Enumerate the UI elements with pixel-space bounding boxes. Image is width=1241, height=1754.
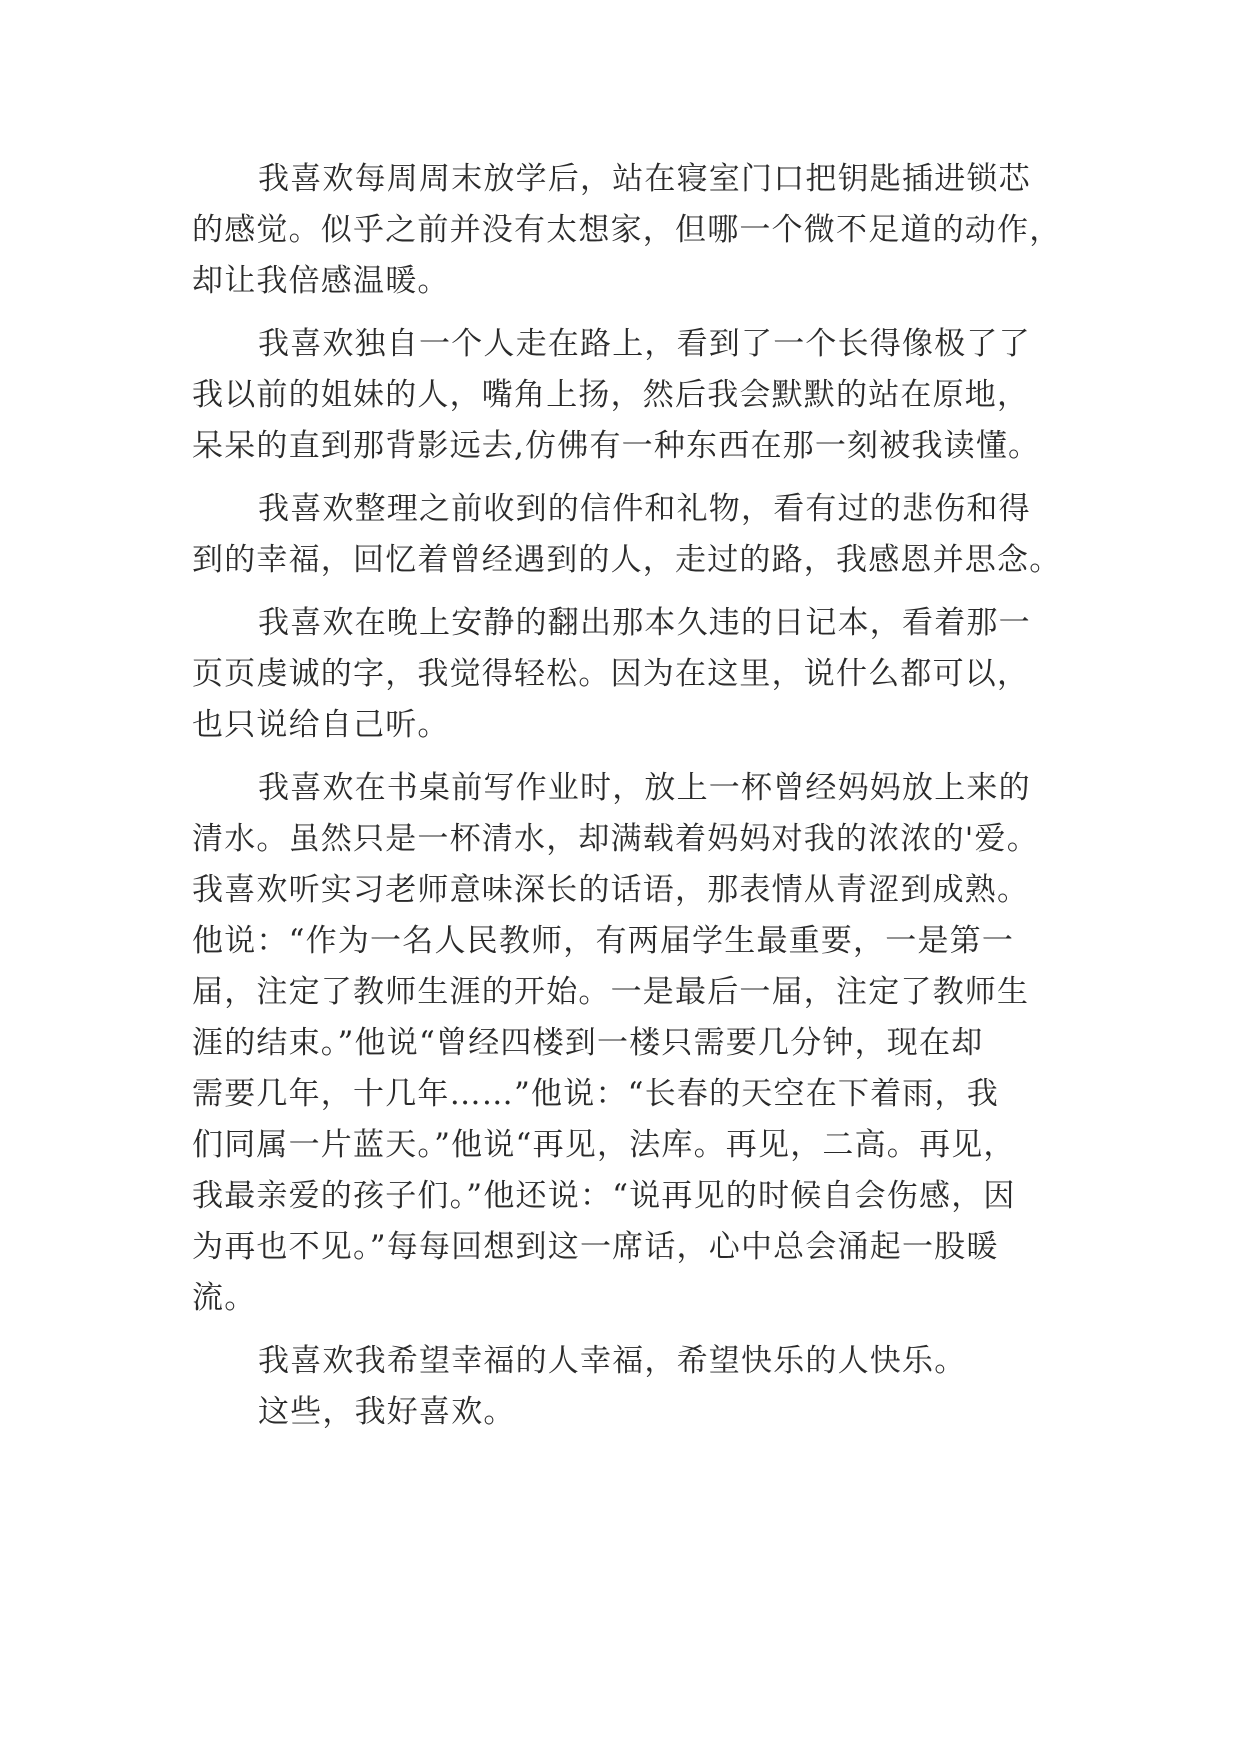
essay-body [192, 154, 1062, 1438]
text-line: 需要几年，十几年……”他说：“长春的天空在下着雨，我 [192, 1076, 999, 1112]
text-line: 我喜欢每周周末放学后，站在寝室门口把钥匙插进锁芯 [258, 161, 1031, 197]
text-line: 我喜欢我希望幸福的人幸福，希望快乐的人快乐。 [258, 1343, 967, 1379]
text-line: 我喜欢独自一个人走在路上，看到了一个长得像极了了 [258, 326, 1031, 362]
text-line: 到的幸福，回忆着曾经遇到的人，走过的路，我感恩并思念。 [192, 542, 1062, 578]
text-line: 我喜欢在书桌前写作业时，放上一杯曾经妈妈放上来的 [258, 770, 1031, 806]
text-line: 的感觉。似乎之前并没有太想家，但哪一个微不足道的动作， [192, 212, 1062, 248]
text-line: 涯的结束。”他说“曾经四楼到一楼只需要几分钟，现在却 [192, 1025, 984, 1061]
text-line: 我最亲爱的孩子们。”他还说：“说再见的时候自会伤感，因 [192, 1178, 1016, 1214]
text-line: 我喜欢在晚上安静的翻出那本久违的日记本，看着那一 [258, 605, 1031, 641]
text-line: 们同属一片蓝天。”他说“再见，法库。再见，二高。再见， [192, 1127, 1016, 1163]
text-line: 他说：“作为一名人民教师，有两届学生最重要，一是第一 [192, 923, 1015, 959]
text-line: 流。 [192, 1280, 257, 1316]
text-line: 也只说给自己听。 [192, 707, 450, 743]
text-line: 为再也不见。”每每回想到这一席话，心中总会涌起一股暖 [192, 1229, 999, 1265]
text-line: 我以前的姐妹的人，嘴角上扬，然后我会默默的站在原地， [192, 377, 1030, 413]
text-line: 呆呆的直到那背影远去,仿佛有一种东西在那一刻被我读懂。 [192, 428, 1041, 464]
text-line: 这些，我好喜欢。 [258, 1394, 516, 1430]
text-line: 却让我倍感温暖。 [192, 263, 450, 299]
text-line: 届，注定了教师生涯的开始。一是最后一届，注定了教师生 [192, 974, 1030, 1010]
text-line: 清水。虽然只是一杯清水，却满载着妈妈对我的浓浓的'爱。 [192, 821, 1039, 857]
text-line: 页页虔诚的字，我觉得轻松。因为在这里，说什么都可以， [192, 656, 1030, 692]
text-line: 我喜欢听实习老师意味深长的话语，那表情从青涩到成熟。 [192, 872, 1030, 908]
text-line: 我喜欢整理之前收到的信件和礼物，看有过的悲伤和得 [258, 491, 1031, 527]
